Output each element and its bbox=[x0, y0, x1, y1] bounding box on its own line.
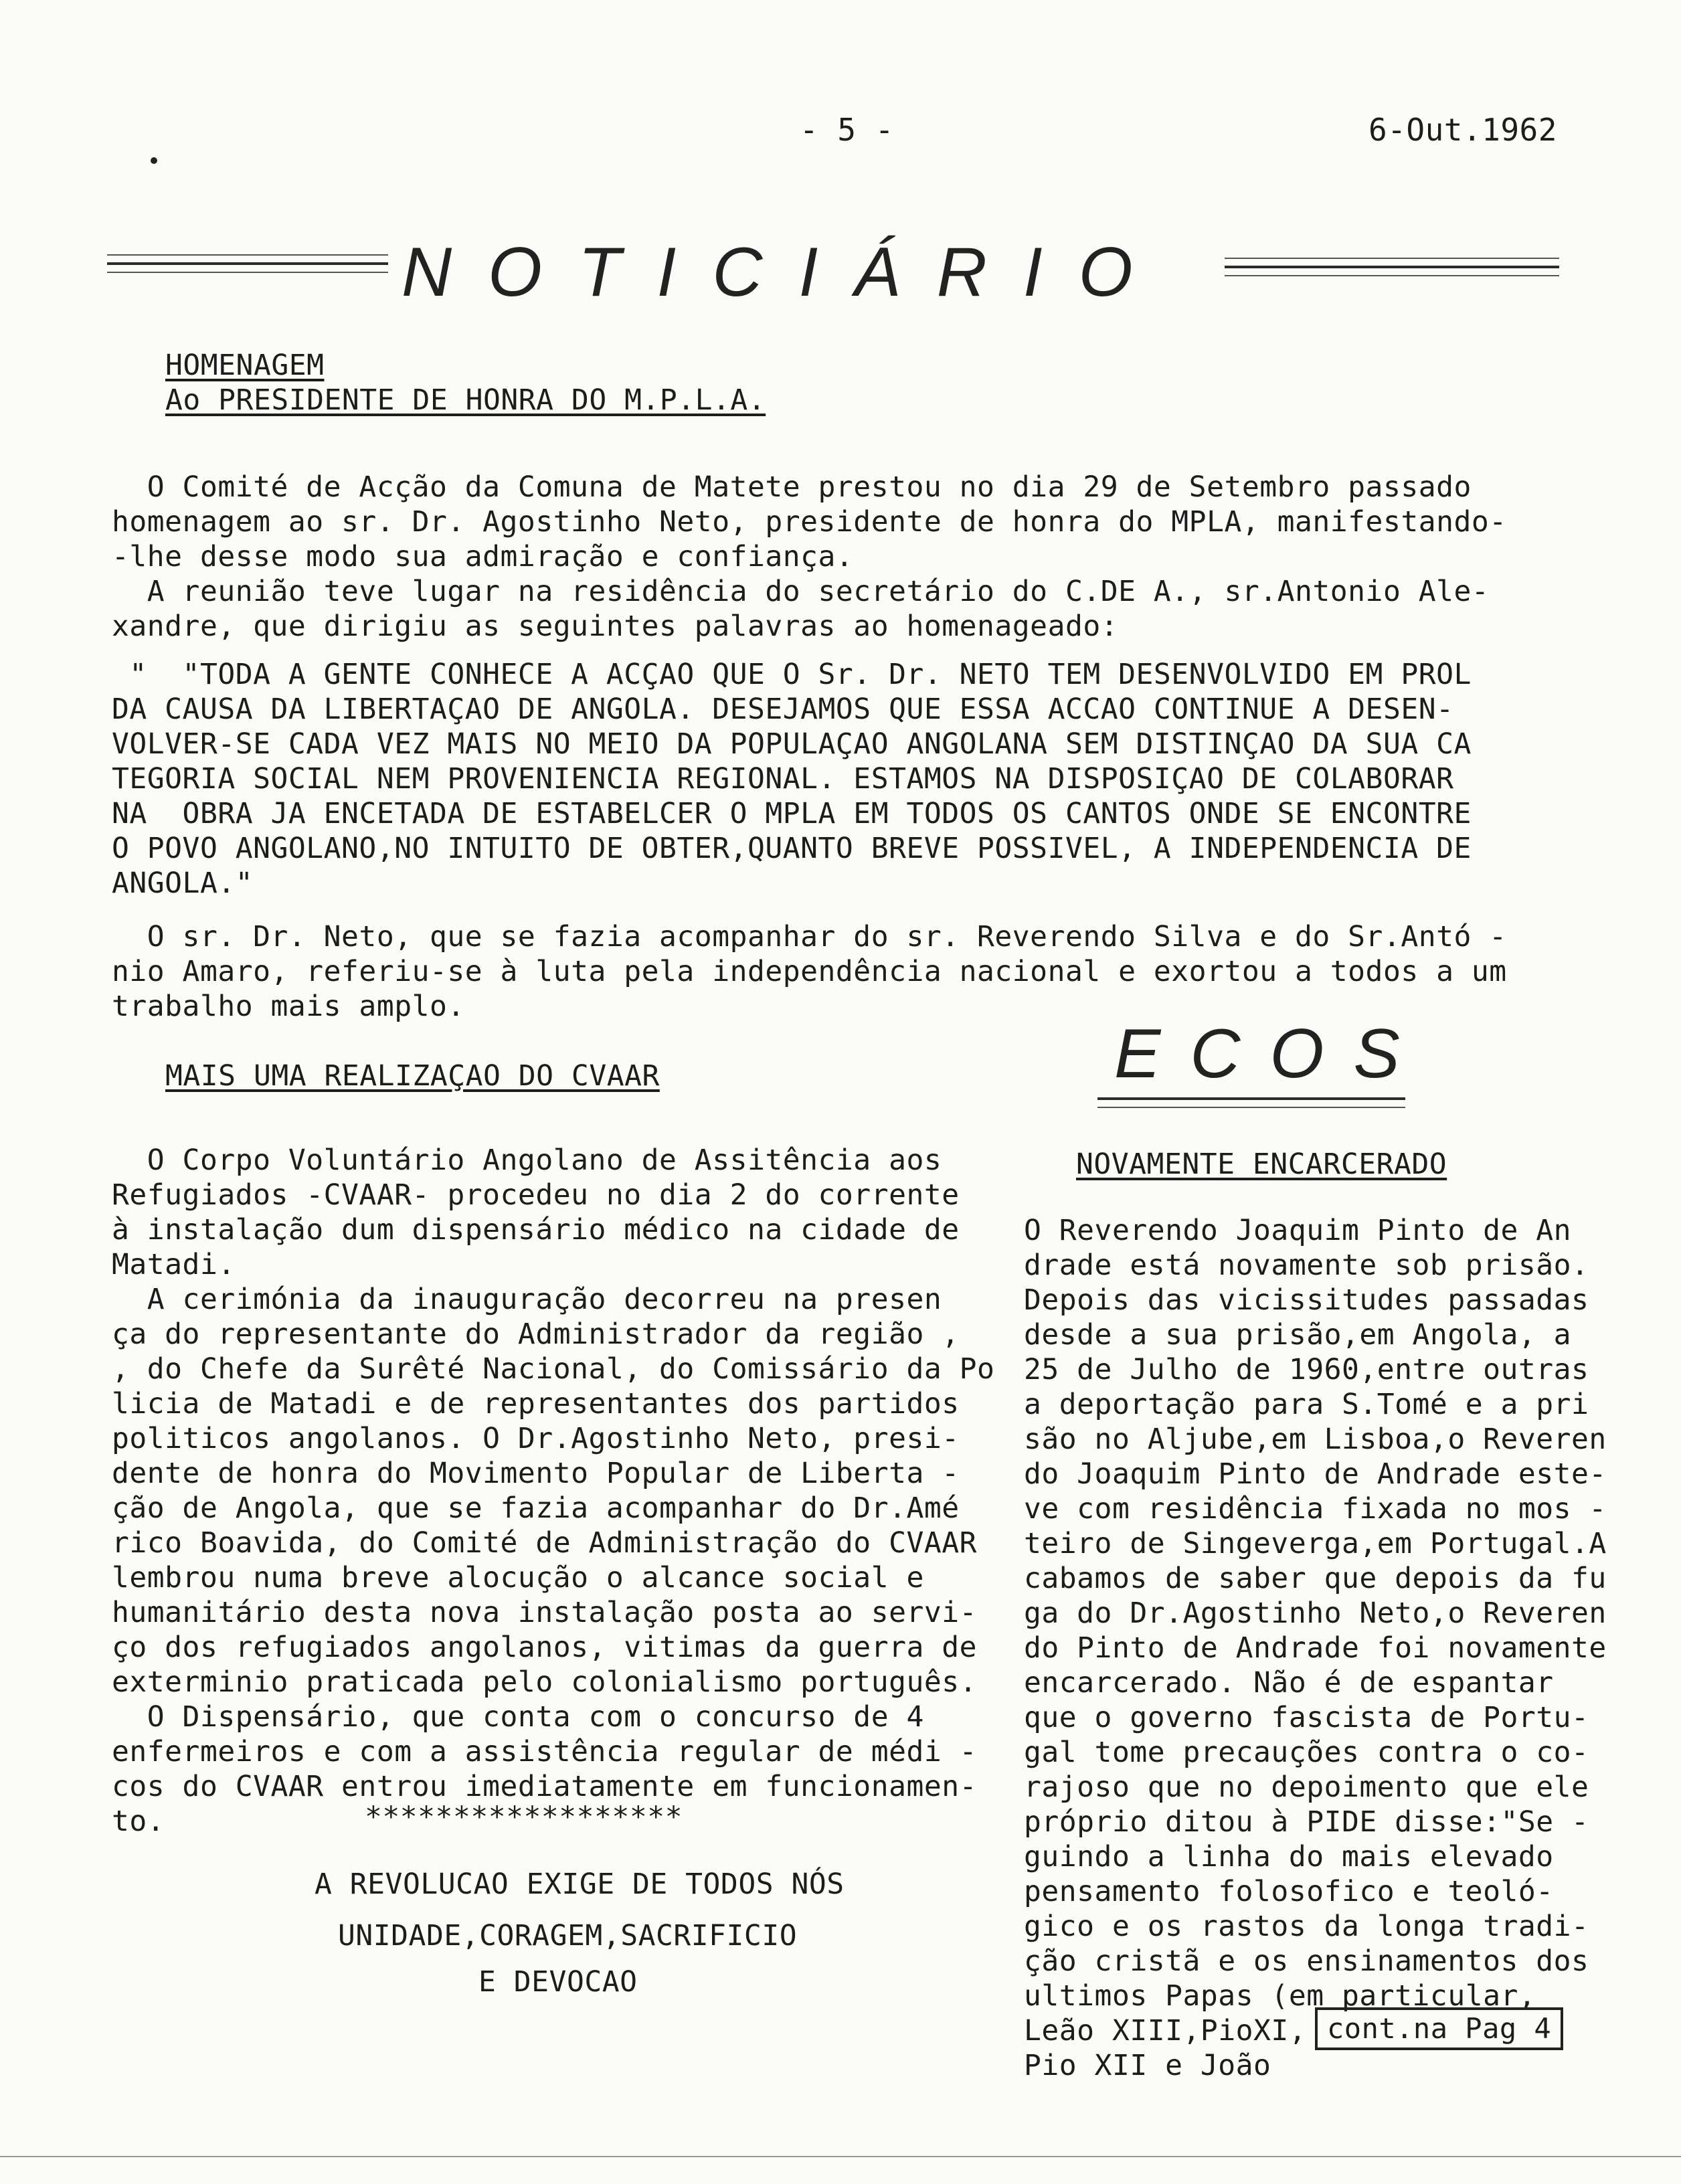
text-line: lembrou numa breve alocução o alcance social e bbox=[112, 1561, 924, 1595]
section-title: NOTICIÁRIO bbox=[402, 234, 1169, 311]
slogan-line: A REVOLUCAO EXIGE DE TODOS NÓS bbox=[315, 1868, 845, 1901]
text-line: to. bbox=[112, 1805, 165, 1838]
text-line: à instalação dum dispensário médico na cidade de bbox=[112, 1213, 960, 1247]
text-line: -lhe desse modo sua admiração e confiança. bbox=[112, 540, 854, 573]
text-line: O Dispensário, que conta com o concurso de 4 bbox=[112, 1700, 924, 1734]
text-line: nio Amaro, referiu-se à luta pela independência nacional e exortou a todos a um bbox=[112, 955, 1507, 988]
text-line: Refugiados -CVAAR- procedeu no dia 2 do corrente bbox=[112, 1178, 960, 1212]
article-subheading: Ao PRESIDENTE DE HONRA DO M.P.L.A. bbox=[165, 383, 766, 417]
text-line: Matadi. bbox=[112, 1248, 236, 1281]
quote-line: VOLVER-SE CADA VEZ MAIS NO MEIO DA POPULAÇAO ANGOLANA SEM DISTINÇAO DA SUA CA bbox=[112, 727, 1472, 761]
ecos-body bbox=[1024, 1213, 1607, 2083]
text-line: O Corpo Voluntário Angolano de Assitência aos bbox=[112, 1144, 942, 1177]
text-line: O Comité de Acção da Comuna de Matete prestou no dia 29 de Setembro passado bbox=[112, 470, 1472, 504]
homenagem-body bbox=[112, 470, 1507, 1024]
text-line: encarcerado. Não é de espantar bbox=[1024, 1666, 1554, 1700]
quote-line: TEGORIA SOCIAL NEM PROVENIENCIA REGIONAL. ESTAMOS NA DISPOSIÇAO DE COLABORAR bbox=[112, 762, 1454, 796]
text-line: que o governo fascista de Portu- bbox=[1024, 1701, 1589, 1734]
cvaar-body bbox=[112, 1143, 994, 1839]
text-line: Leão XIII,PioXI, bbox=[1024, 2014, 1307, 2047]
text-line: próprio ditou à PIDE disse:"Se - bbox=[1024, 1805, 1589, 1839]
text-line: ga do Dr.Agostinho Neto,o Reveren bbox=[1024, 1597, 1607, 1630]
text-line: exterminio praticada pelo colonialismo português. bbox=[112, 1665, 978, 1699]
quote-line: " "TODA A GENTE CONHECE A ACÇAO QUE O Sr. Dr. NETO TEM DESENVOLVIDO EM PROL bbox=[112, 658, 1472, 691]
text-line: 25 de Julho de 1960,entre outras bbox=[1024, 1353, 1589, 1386]
text-line: A reunião teve lugar na residência do secretário do C.DE A., sr.Antonio Ale- bbox=[112, 575, 1490, 608]
text-line: cabamos de saber que depois da fu bbox=[1024, 1562, 1607, 1595]
quote-line: DA CAUSA DA LIBERTAÇAO DE ANGOLA. DESEJAMOS QUE ESSA ACCAO CONTINUE A DESEN- bbox=[112, 693, 1454, 726]
text-line: ção cristã e os ensinamentos dos bbox=[1024, 1944, 1589, 1978]
text-line: guindo a linha do mais elevado bbox=[1024, 1840, 1554, 1874]
article-heading: NOVAMENTE ENCARCERADO bbox=[1076, 1148, 1447, 1181]
text-line: ço dos refugiados angolanos, vitimas da guerra de bbox=[112, 1631, 978, 1664]
text-line: O Reverendo Joaquim Pinto de An bbox=[1024, 1214, 1572, 1247]
text-line: ultimos Papas (em particular, bbox=[1024, 1979, 1536, 2013]
text-line: dente de honra do Movimento Popular de Liberta - bbox=[112, 1457, 960, 1490]
text-line: O sr. Dr. Neto, que se fazia acompanhar do sr. Reverendo Silva e do Sr.Antó - bbox=[112, 920, 1507, 953]
text-line: ve com residência fixada no mos - bbox=[1024, 1492, 1607, 1526]
text-line: trabalho mais amplo. bbox=[112, 990, 465, 1023]
text-line: enfermeiros e com a assistência regular de médi - bbox=[112, 1735, 978, 1768]
article-heading: HOMENAGEM bbox=[165, 349, 325, 382]
text-line: Depois das vicissitudes passadas bbox=[1024, 1283, 1589, 1317]
text-line: politicos angolanos. O Dr.Agostinho Neto, presi- bbox=[112, 1422, 960, 1455]
text-line: são no Aljube,em Lisboa,o Reveren bbox=[1024, 1423, 1607, 1456]
article-heading: MAIS UMA REALIZAÇAO DO CVAAR bbox=[165, 1059, 660, 1093]
text-line: humanitário desta nova instalação posta ao servi- bbox=[112, 1596, 978, 1629]
quote-line: ANGOLA." bbox=[112, 867, 254, 900]
slogan-line: E DEVOCAO bbox=[478, 1965, 638, 1999]
quote-line: O POVO ANGOLANO,NO INTUITO DE OBTER,QUANTO BREVE POSSIVEL, A INDEPENDENCIA DE bbox=[112, 832, 1472, 865]
title-rule-right bbox=[1225, 258, 1559, 276]
text-line: Pio XII e João bbox=[1024, 2049, 1271, 2082]
continued-box: cont.na Pag 4 bbox=[1315, 2007, 1563, 2050]
slogan-line: UNIDADE,CORAGEM,SACRIFICIO bbox=[338, 1919, 798, 1952]
page-bottom-rule bbox=[0, 2156, 1681, 2157]
text-line: gico e os rastos da longa tradi- bbox=[1024, 1910, 1589, 1943]
page-number: - 5 - bbox=[800, 112, 894, 148]
text-line: a deportação para S.Tomé e a pri bbox=[1024, 1388, 1589, 1421]
title-rule-left bbox=[107, 254, 388, 273]
ecos-rule bbox=[1097, 1097, 1405, 1108]
text-line: , do Chefe da Surêté Nacional, do Comissário da Po bbox=[112, 1352, 995, 1386]
text-line: rico Boavida, do Comité de Administração do CVAAR bbox=[112, 1526, 978, 1560]
text-line: do Joaquim Pinto de Andrade este- bbox=[1024, 1457, 1607, 1491]
text-line: xandre, que dirigiu as seguintes palavras ao homenageado: bbox=[112, 610, 1119, 643]
issue-date: 6-Out.1962 bbox=[1368, 112, 1557, 148]
text-line: do Pinto de Andrade foi novamente bbox=[1024, 1631, 1607, 1665]
ink-dot bbox=[151, 157, 157, 164]
text-line: cos do CVAAR entrou imediatamente em funcionamen- bbox=[112, 1770, 978, 1803]
text-line: gal tome precauções contra o co- bbox=[1024, 1736, 1589, 1769]
text-line: homenagem ao sr. Dr. Agostinho Neto, presidente de honra do MPLA, manifestando- bbox=[112, 505, 1507, 539]
text-line: licia de Matadi e de representantes dos partidos bbox=[112, 1387, 960, 1421]
ecos-title: ECOS bbox=[1114, 1015, 1429, 1093]
text-line: ção de Angola, que se fazia acompanhar do Dr.Amé bbox=[112, 1491, 960, 1525]
text-line: teiro de Singeverga,em Portugal.A bbox=[1024, 1527, 1607, 1560]
text-line: A cerimónia da inauguração decorreu na presen bbox=[112, 1283, 942, 1316]
text-line: desde a sua prisão,em Angola, a bbox=[1024, 1318, 1572, 1352]
text-line: drade está novamente sob prisão. bbox=[1024, 1249, 1589, 1282]
quote-line: NA OBRA JA ENCETADA DE ESTABELCER O MPLA EM TODOS OS CANTOS ONDE SE ENCONTRE bbox=[112, 797, 1472, 830]
separator-stars: ****************** bbox=[365, 1801, 683, 1834]
text-line: rajoso que no depoimento que ele bbox=[1024, 1770, 1589, 1804]
text-line: pensamento folosofico e teoló- bbox=[1024, 1875, 1554, 1908]
text-line: ça do representante do Administrador da região , bbox=[112, 1317, 960, 1351]
